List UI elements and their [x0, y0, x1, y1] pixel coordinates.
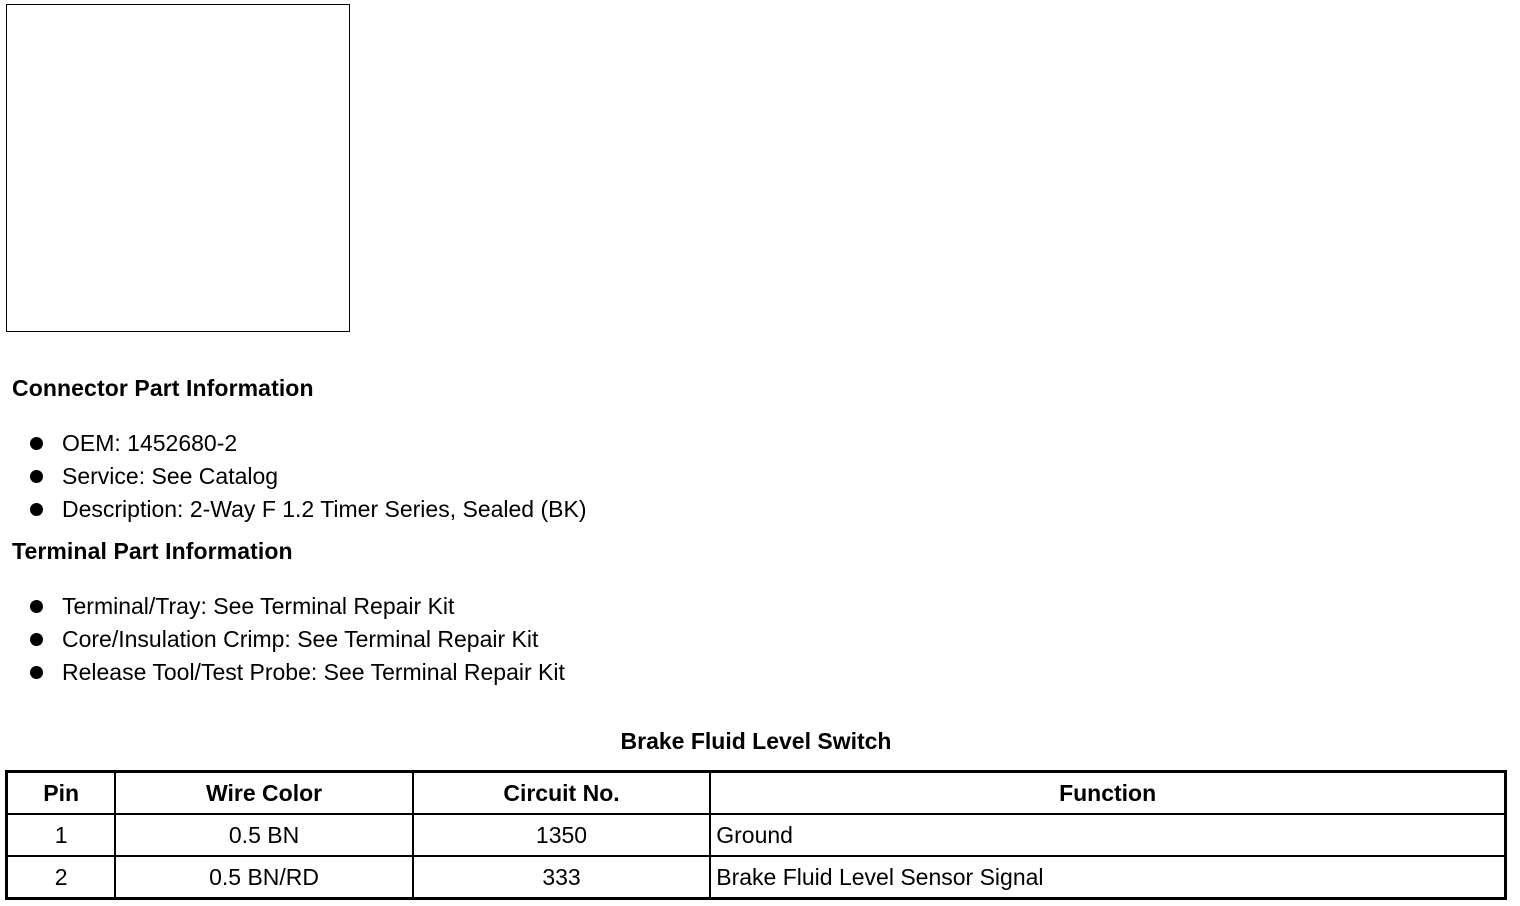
bullet-icon: [30, 633, 43, 646]
pin-table: [5, 770, 1507, 900]
circuit-no-cell: 1350: [413, 814, 710, 856]
terminal-part-information-list: [28, 593, 565, 692]
connector-part-information-list: [28, 430, 587, 529]
bullet-icon: [30, 503, 43, 516]
list-item-text: Service: See Catalog: [62, 463, 279, 489]
list-item: [28, 626, 565, 659]
bullet-icon: [30, 600, 43, 613]
function-cell: Brake Fluid Level Sensor Signal: [710, 856, 1505, 899]
pin-table-title: Brake Fluid Level Switch: [620, 728, 892, 754]
function-cell: Ground: [710, 814, 1505, 856]
list-item-text: Description: 2-Way F 1.2 Timer Series, Sealed (BK): [62, 496, 587, 522]
bullet-icon: [30, 666, 43, 679]
list-item: [28, 659, 565, 692]
column-header-function: Function: [710, 772, 1505, 815]
pin-cell: 1: [7, 814, 116, 856]
list-item-text: Terminal/Tray: See Terminal Repair Kit: [62, 593, 455, 619]
column-header-pin: Pin: [7, 772, 116, 815]
list-item-text: OEM: 1452680-2: [62, 430, 238, 456]
wire-color-cell: 0.5 BN/RD: [115, 856, 412, 899]
column-header-wire-color: Wire Color: [115, 772, 412, 815]
column-header-circuit-no: Circuit No.: [413, 772, 710, 815]
table-row: [7, 856, 1506, 899]
terminal-part-information-heading: Terminal Part Information: [12, 538, 293, 564]
list-item: [28, 430, 587, 463]
table-header-row: [7, 772, 1506, 815]
list-item-text: Release Tool/Test Probe: See Terminal Repair Kit: [62, 659, 565, 685]
connector-part-information-heading: Connector Part Information: [12, 375, 314, 401]
bullet-icon: [30, 437, 43, 450]
bullet-icon: [30, 470, 43, 483]
connector-image: [6, 4, 350, 332]
table-row: [7, 814, 1506, 856]
wire-color-cell: 0.5 BN: [115, 814, 412, 856]
circuit-no-cell: 333: [413, 856, 710, 899]
list-item: [28, 593, 565, 626]
list-item-text: Core/Insulation Crimp: See Terminal Repair Kit: [62, 626, 539, 652]
list-item: [28, 496, 587, 529]
list-item: [28, 463, 587, 496]
pin-cell: 2: [7, 856, 116, 899]
